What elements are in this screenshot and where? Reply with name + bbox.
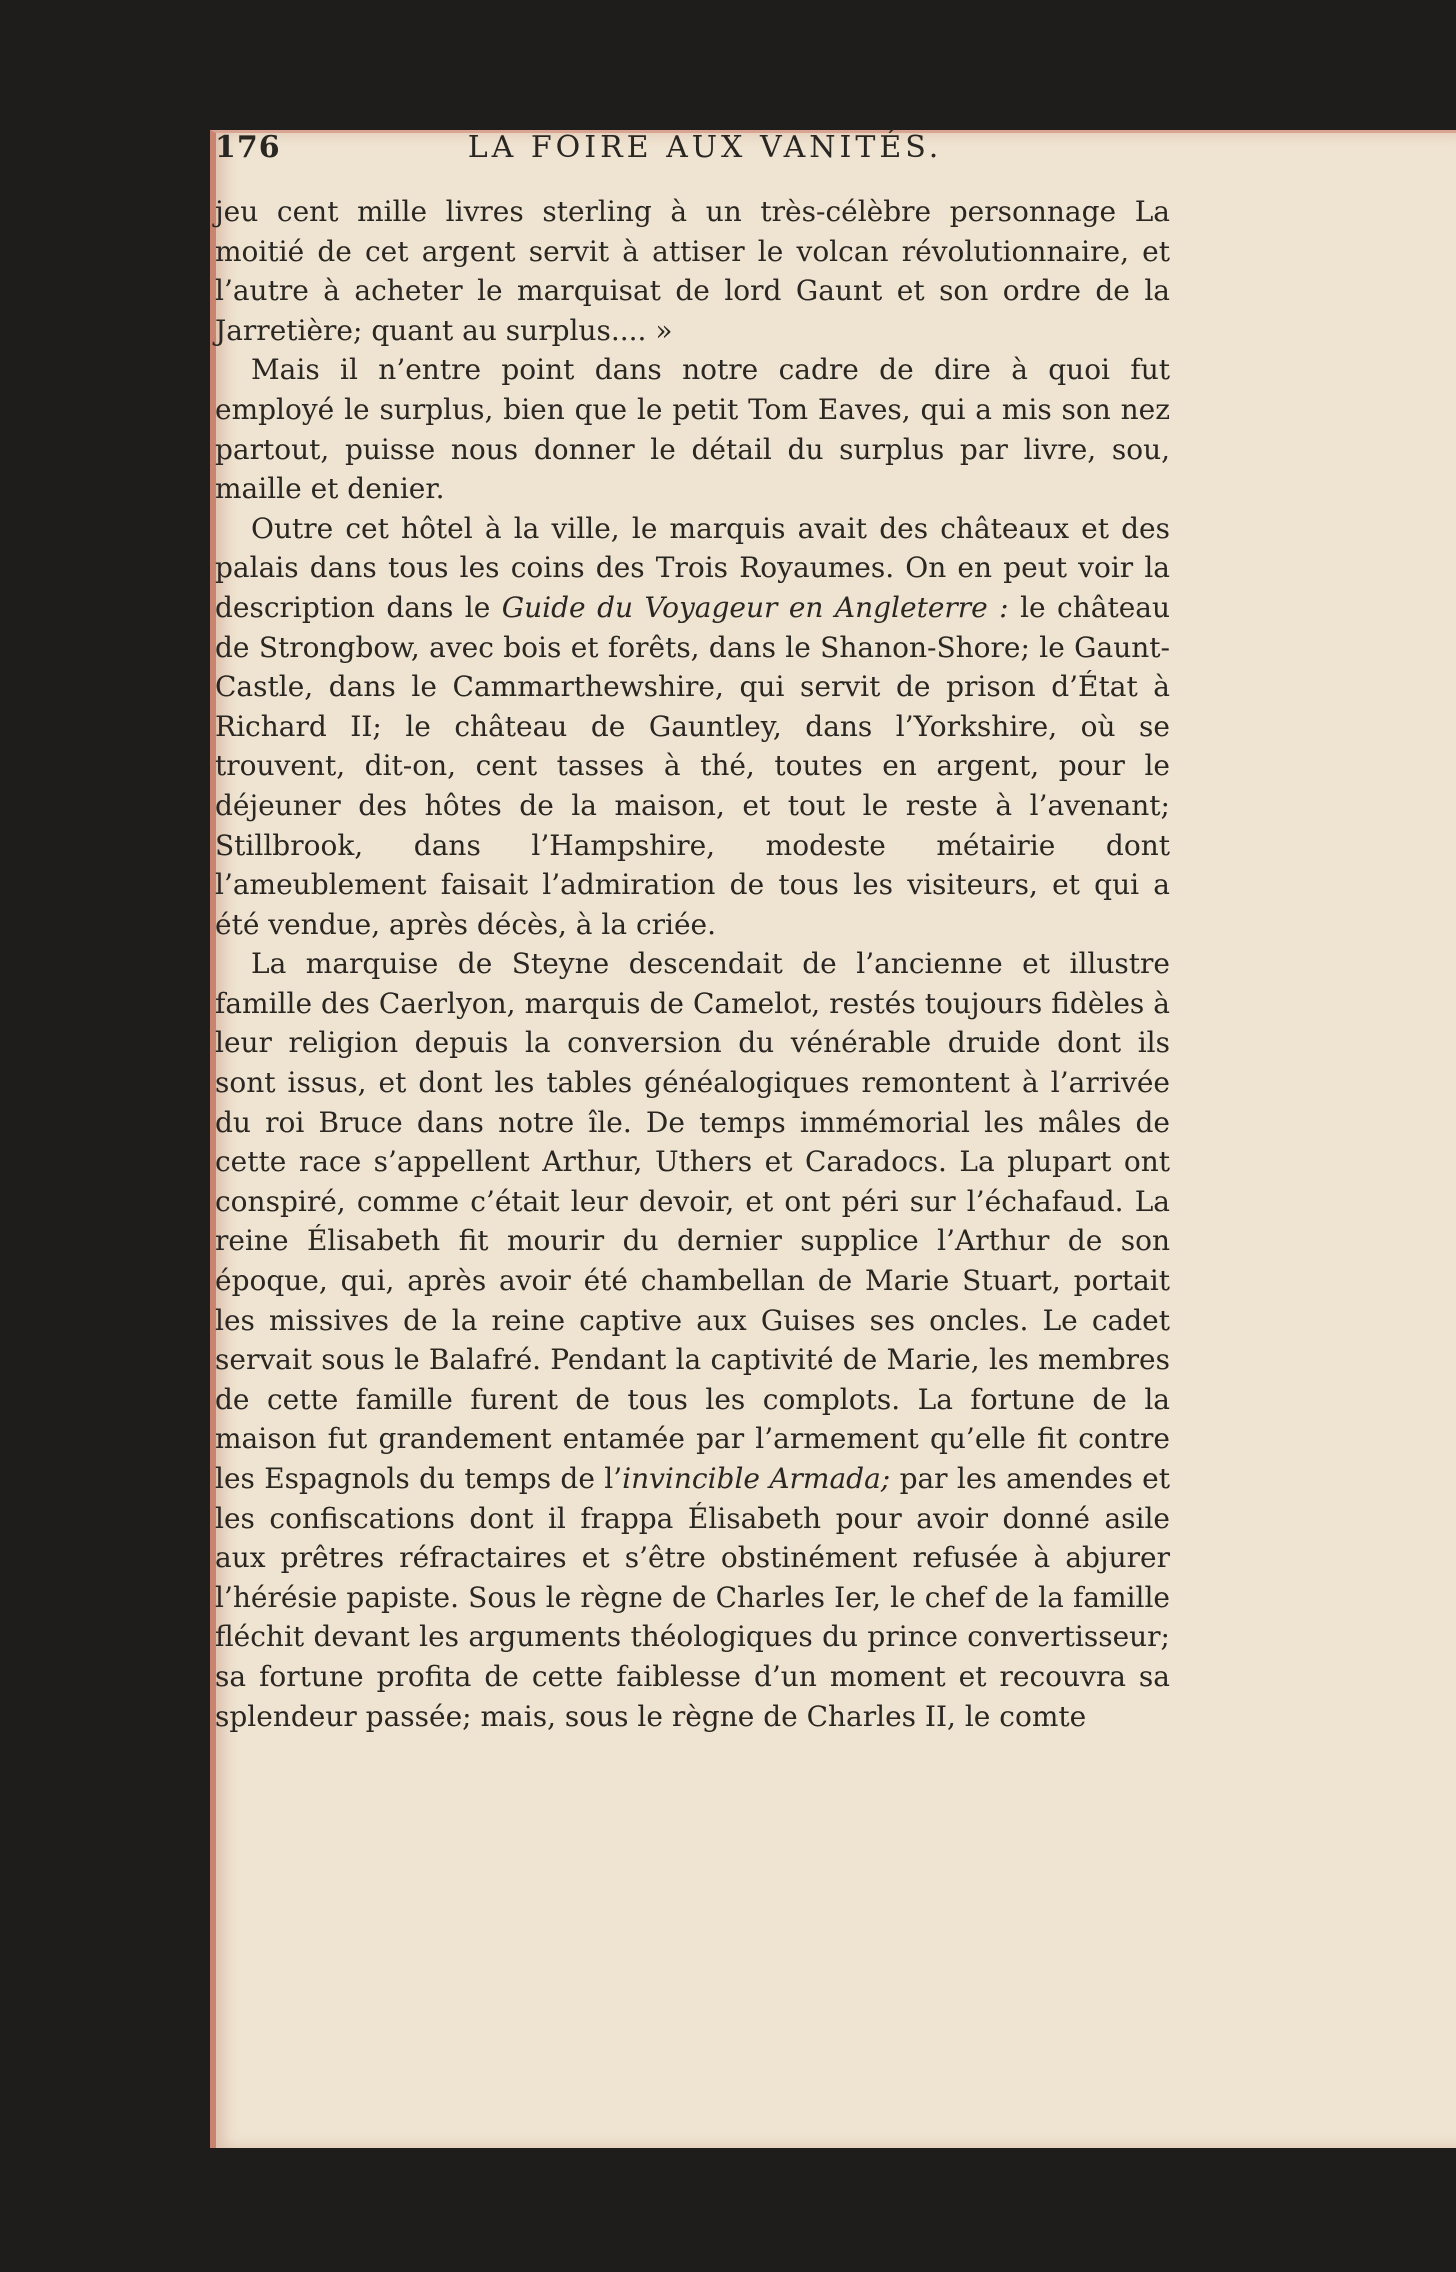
paragraph — [215, 350, 1170, 508]
body-text — [215, 192, 1170, 1736]
text-run: le château de Strongbow, avec bois et forêts, dans le Shanon-Shore; le Gaunt-Castle, dans le Cammarthewshire, qui servit de prison d’État à Richard II; le château de Gauntley, dans l’Yorkshire, où se trouvent, dit-on, cent tasses à thé, toutes en argent, pour le déjeuner des hôtes de la maison, et tout le reste à l’avenant; Stillbrook, dans l’Hampshire, modeste métairie dont l’ameublement faisait l’admiration de tous les visiteurs, et qui a été vendue, après décès, à la criée. — [215, 590, 1170, 941]
text-run: Outre cet hôtel à la ville, le marquis avait des châteaux et des palais dans tous les coins des Trois Royaumes. On en peut voir la description dans le — [215, 511, 1170, 624]
italic-text: Guide du Voyageur en Angleterre : — [501, 590, 1009, 624]
text-run: La marquise de Steyne descendait de l’ancienne et illustre famille des Caerlyon, marquis de Camelot, restés toujours fidèles à leur religion depuis la conversion du vénérable druide dont ils sont issus, et dont les tables généalogiques remontent à l’arrivée du roi Bruce dans notre île. De temps immémorial les mâles de cette race s’appellent Arthur, Uthers et Caradocs. La plupart ont conspiré, comme c’était leur devoir, et ont péri sur l’échafaud. La reine Élisabeth fit mourir du dernier supplice l’Arthur de son époque, qui, après avoir été chambellan de Marie Stuart, portait les missives de la reine captive aux Guises ses oncles. Le cadet servait sous le Balafré. Pendant la captivité de Marie, les membres de cette famille furent de tous les complots. La fortune de la maison fut grandement entamée par l’armement qu’elle fit contre les Espagnols du temps de l’ — [215, 947, 1170, 1495]
text-run: jeu cent mille livres sterling à un très-célèbre personnage La moitié de cet argent servit à attiser le volcan révolutionnaire, et l’autre à acheter le marquisat de lord Gaunt et son ordre de la Jarretière; quant au surplus.... » — [215, 195, 1170, 347]
page-header — [215, 130, 1195, 190]
running-title: LA FOIRE AUX VANITÉS. — [467, 130, 943, 165]
text-run: par les amendes et les confiscations dont il frappa Élisabeth pour avoir donné asile aux prêtres réfractaires et s’être obstinément refusée à abjurer l’hérésie papiste. Sous le règne de Charles Ier, le chef de la famille fléchit devant les arguments théologiques du prince convertisseur; sa fortune profita de cette faiblesse d’un moment et recouvra sa splendeur passée; mais, sous le règne de Charles II, le comte — [215, 1462, 1171, 1733]
paragraph — [215, 192, 1170, 350]
italic-text: invincible Armada; — [622, 1462, 891, 1495]
page-number: 176 — [215, 130, 281, 165]
paragraph — [215, 944, 1170, 1736]
text-run: Mais il n’entre point dans notre cadre de dire à quoi fut employé le surplus, bien que le petit Tom Eaves, qui a mis son nez partout, puisse nous donner le détail du surplus par livre, sou, maille et denier. — [215, 353, 1170, 506]
paragraph — [215, 509, 1170, 945]
